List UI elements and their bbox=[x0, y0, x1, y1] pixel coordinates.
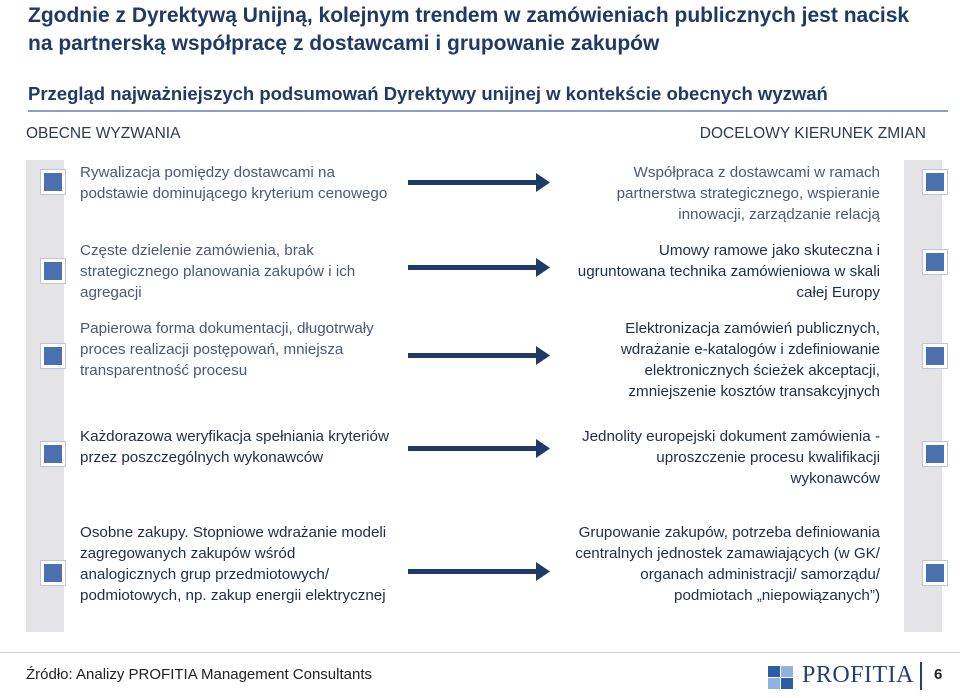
bullet-square-icon bbox=[44, 445, 62, 463]
challenge-item-2 bbox=[70, 238, 390, 304]
left-side-strip bbox=[26, 160, 64, 632]
challenge-text-5: Osobne zakupy. Stopniowe wdrażanie modeli zagregowanych zakupów wśród analogicznych grup przedmiotowych/ podmiotowych, np. zakup energii elektrycznej bbox=[80, 524, 387, 604]
bullet-square-icon bbox=[926, 253, 944, 271]
challenge-text-1: Rywalizacja pomiędzy dostawcami na podstawie dominującego kryterium cenowego bbox=[80, 164, 388, 202]
bullet-square-icon bbox=[44, 262, 62, 280]
target-item-3 bbox=[570, 316, 892, 404]
target-direction-heading: DOCELOWY KIERUNEK ZMIAN bbox=[699, 125, 926, 142]
page-number: 6 bbox=[934, 666, 943, 683]
logo-wordmark: PROFITIA bbox=[802, 662, 915, 688]
challenge-text-3: Papierowa forma dokumentacji, długotrwały proces realizacji postępowań, mniejsza transparentność procesu bbox=[80, 320, 374, 379]
bullet-square-icon bbox=[926, 173, 944, 191]
target-item-1 bbox=[570, 160, 892, 226]
right-arrow-icon bbox=[408, 439, 550, 458]
bullet-square-icon bbox=[44, 564, 62, 582]
target-text-1: Współpraca z dostawcami w ramach partnerstwa strategicznego, wspieranie innowacji, zarządzanie relacją bbox=[616, 164, 880, 223]
target-text-2: Umowy ramowe jako skuteczna i ugruntowana technika zamówieniowa w skali całej Europy bbox=[577, 242, 880, 301]
target-text-4: Jednolity europejski dokument zamówienia - uproszczenie procesu kwalifikacji wykonawców bbox=[582, 428, 880, 487]
target-text-3: Elektronizacja zamówień publicznych, wdrażanie e-katalogów i zdefiniowanie elektronicznych ścieżek akceptacji, zmniejszenie kosztów transakcyjnych bbox=[620, 320, 880, 400]
right-arrow-icon bbox=[408, 173, 550, 192]
bullet-square-icon bbox=[44, 173, 62, 191]
bullet-square-icon bbox=[926, 564, 944, 582]
arrows-group bbox=[404, 170, 554, 610]
slide-subtitle: Przegląd najważniejszych podsumowań Dyrektywy unijnej w kontekście obecnych wyzwań bbox=[28, 83, 828, 104]
challenge-item-1 bbox=[70, 160, 390, 226]
challenge-item-5 bbox=[70, 520, 390, 632]
target-item-2 bbox=[570, 238, 892, 304]
challenge-text-2: Częste dzielenie zamówienia, brak strategicznego planowania zakupów i ich agregacji bbox=[80, 242, 356, 301]
bullet-square-icon bbox=[44, 347, 62, 365]
source-note: Źródło: Analizy PROFITIA Management Consultants bbox=[26, 666, 372, 683]
target-text-5: Grupowanie zakupów, potrzeba definiowania centralnych jednostek zamawiających (w GK/ organach administracji/ samorządu/ podmiotach „niepowiązanych”) bbox=[575, 524, 880, 604]
target-item-5 bbox=[570, 520, 892, 632]
bullet-square-icon bbox=[926, 445, 944, 463]
right-side-strip bbox=[904, 160, 942, 632]
subtitle-divider bbox=[28, 110, 948, 112]
right-arrow-icon bbox=[408, 562, 550, 581]
challenge-text-4: Każdorazowa weryfikacja spełniania kryteriów przez poszczególnych wykonawców bbox=[80, 428, 389, 466]
slide-title: Zgodnie z Dyrektywą Unijną, kolejnym trendem w zamówieniach publicznych jest nacisk na partnerską współpracę z dostawcami i grupowanie zakupów bbox=[28, 4, 910, 55]
right-arrow-icon bbox=[408, 346, 550, 365]
challenge-item-4 bbox=[70, 424, 390, 490]
challenges-heading: OBECNE WYZWANIA bbox=[26, 125, 181, 142]
challenge-item-3 bbox=[70, 316, 390, 404]
right-arrow-icon bbox=[408, 258, 550, 277]
bullet-square-icon bbox=[926, 347, 944, 365]
target-item-4 bbox=[570, 424, 892, 490]
logo-divider bbox=[920, 662, 922, 690]
